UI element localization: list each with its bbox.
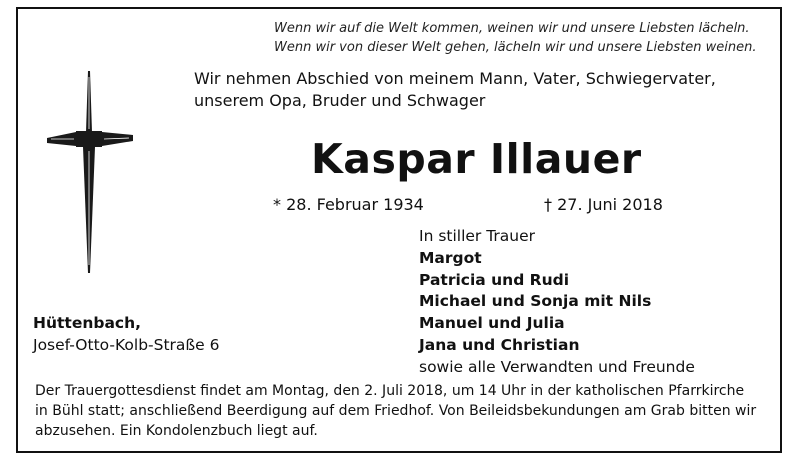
funeral-info xyxy=(35,381,775,442)
mourner-name: Jana und Christian xyxy=(419,335,580,354)
intro-line-2: unserem Opa, Bruder und Schwager xyxy=(194,91,486,110)
motto xyxy=(274,19,756,57)
obituary-notice xyxy=(16,7,782,453)
mourners-heading: In stiller Trauer xyxy=(419,227,536,245)
motto-line-1: Wenn wir auf die Welt kommen, weinen wir und unsere Liebsten lächeln. xyxy=(274,21,750,36)
funeral-line-2: in Bühl statt; anschließend Beerdigung auf dem Friedhof. Von Beileidsbekundungen am Grab bitten wir xyxy=(35,403,757,420)
deceased-name: Kaspar Illauer xyxy=(311,135,642,183)
intro-text xyxy=(194,68,716,112)
birth-date: * 28. Februar 1934 xyxy=(273,195,424,214)
mourners-closing: sowie alle Verwandten und Freunde xyxy=(419,357,695,376)
family-address xyxy=(33,313,220,357)
death-date: † 27. Juni 2018 xyxy=(544,195,663,214)
mourner-name: Manuel und Julia xyxy=(419,314,565,333)
funeral-line-1: Der Trauergottesdienst findet am Montag, den 2. Juli 2018, um 14 Uhr in der katholischen Pfarrkirche xyxy=(35,383,745,399)
motto-line-2: Wenn wir von dieser Welt gehen, lächeln wir und unsere Liebsten weinen. xyxy=(274,40,757,55)
mourner-name: Margot xyxy=(419,248,482,267)
intro-line-1: Wir nehmen Abschied von meinem Mann, Vater, Schwiegervater, xyxy=(194,69,716,88)
address-street: Josef-Otto-Kolb-Straße 6 xyxy=(33,335,220,354)
funeral-line-3: abzusehen. Ein Kondolenzbuch liegt auf. xyxy=(35,423,318,440)
address-town: Hüttenbach, xyxy=(33,314,142,332)
mourner-name: Patricia und Rudi xyxy=(419,270,570,289)
mourners-list xyxy=(419,226,695,379)
mourner-name: Michael und Sonja mit Nils xyxy=(419,292,652,311)
cross-icon xyxy=(43,69,135,275)
